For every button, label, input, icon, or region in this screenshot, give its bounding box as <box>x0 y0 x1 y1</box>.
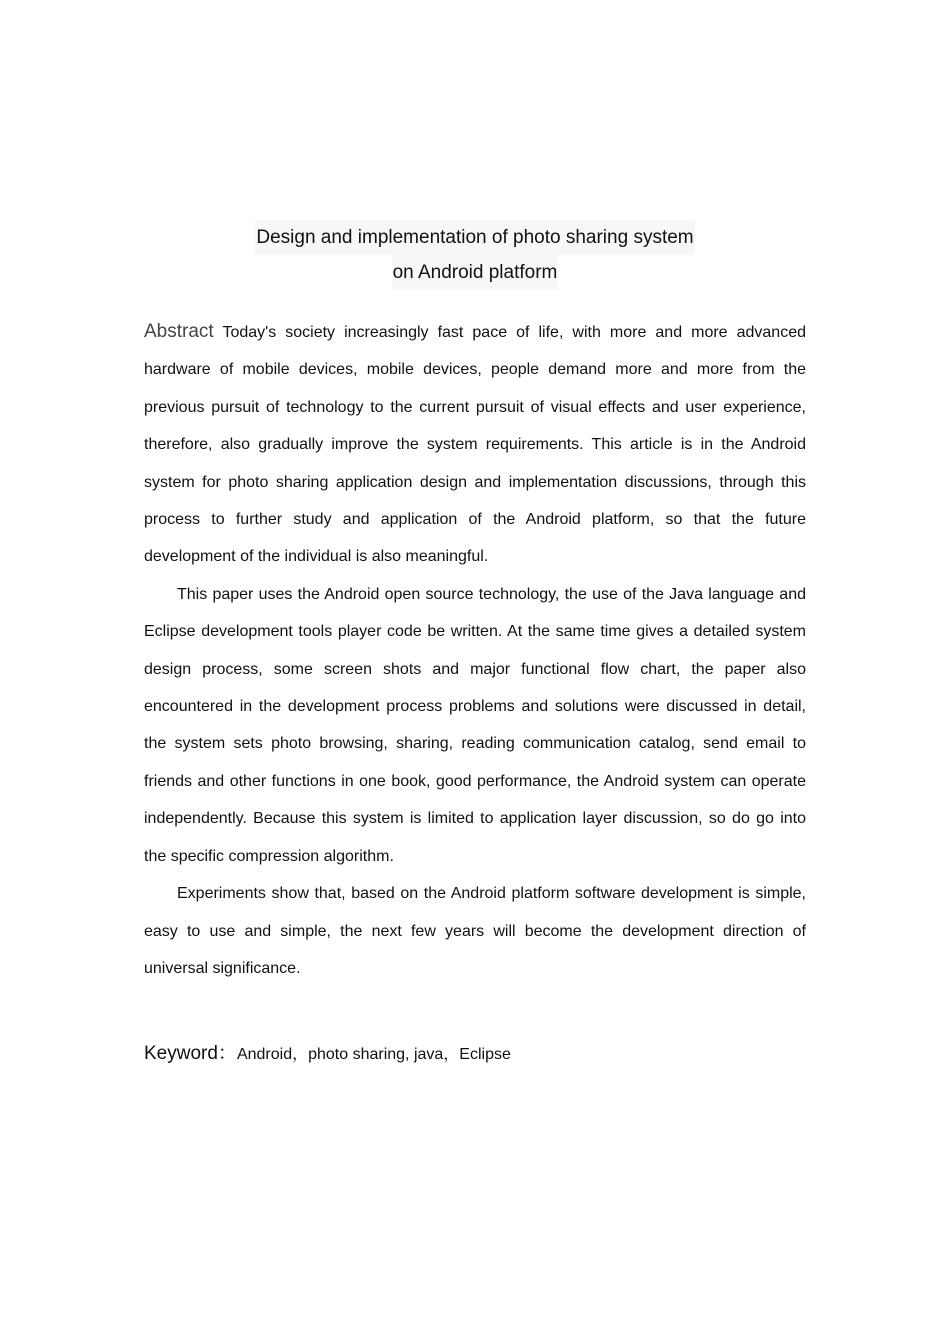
abstract-label: Abstract <box>144 321 214 342</box>
abstract-paragraph-1-text: Today's society increasingly fast pace of life, with more and more advanced hardware of mobile devices, mobile devices, people demand more and more from the previous pursuit of technology to the current pursuit of visual effects and user experience, therefore, also gradually improve the system requirements. This article is in the Android system for photo sharing application design and implementation discussions, through this process to further study and application of the Android platform, so that the future development of the individual is also meaningful. <box>144 324 806 566</box>
page-title <box>0 220 950 290</box>
keywords-text: Android，photo sharing, java，Eclipse <box>236 1046 511 1063</box>
title-line-1: Design and implementation of photo sharing system <box>255 220 694 255</box>
abstract-paragraph-2: This paper uses the Android open source technology, the use of the Java language and Eclipse development tools player code be written. At the same time gives a detailed system design process, some screen shots and major functional flow chart, the paper also encountered in the development process problems and solutions were discussed in detail, the system sets photo browsing, sharing, reading communication catalog, send email to friends and other functions in one book, good performance, the Android system can operate independently. Because this system is limited to application layer discussion, so do go into the specific compression algorithm. <box>144 585 806 865</box>
title-line-2: on Android platform <box>392 255 559 290</box>
keyword-label: Keyword： <box>144 1043 237 1064</box>
abstract-paragraph-3: Experiments show that, based on the Android platform software development is simple, easy to use and simple, the next few years will become the development direction of universal significance. <box>144 885 806 977</box>
abstract-paragraph-1 <box>144 313 806 576</box>
keywords-line <box>144 1040 511 1069</box>
abstract-section <box>144 313 806 987</box>
